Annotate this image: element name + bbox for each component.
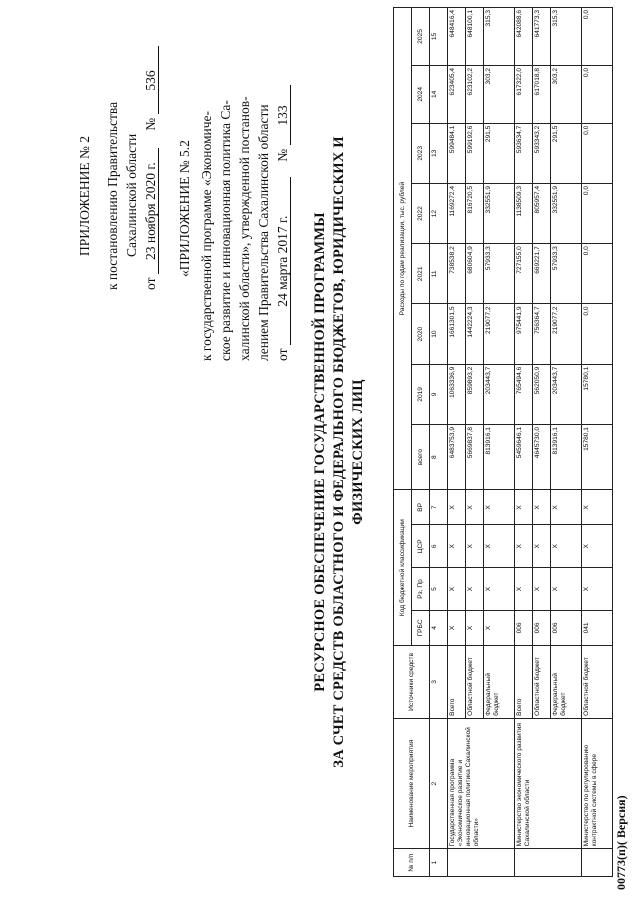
- row-source: Областной бюджет: [581, 645, 612, 718]
- row-grbs: Х: [483, 610, 514, 645]
- annex-line-4: лением Правительства Сахалинской области: [256, 104, 271, 361]
- header-year: 2024: [411, 65, 429, 123]
- row-source: Областной бюджет: [465, 645, 483, 718]
- row-csr: Х: [581, 525, 612, 568]
- row-csr: Х: [465, 525, 483, 568]
- row-csr: Х: [447, 525, 465, 568]
- header-vr: ВР: [411, 490, 429, 525]
- column-number: 11: [429, 244, 447, 304]
- row-year-value: 765494,6: [514, 364, 532, 424]
- column-number: 12: [429, 183, 447, 243]
- row-year-value: 219077,2: [483, 304, 514, 364]
- row-year-value: 291,5: [483, 123, 514, 183]
- column-number: 1: [429, 849, 447, 877]
- header-year: 2025: [411, 8, 429, 66]
- row-year-value: 1442224,3: [465, 304, 483, 364]
- header-year: 2023: [411, 123, 429, 183]
- row-total: 5459646,1: [514, 425, 532, 490]
- column-number: 8: [429, 425, 447, 490]
- annex-no-label: №: [275, 148, 290, 162]
- row-year-value: 15780,1: [581, 364, 612, 424]
- row-year-value: 641773,3: [532, 8, 550, 66]
- row-num: [581, 849, 612, 877]
- row-year-value: 57933,3: [483, 244, 514, 304]
- table-row: [581, 8, 612, 877]
- row-year-value: 303,2: [550, 65, 581, 123]
- row-activity-name: Государственная программа «Экономическое развитие и инновационная политика Сахалинской области»: [447, 718, 514, 849]
- appendix-line-2: Сахалинской области: [124, 133, 139, 257]
- row-rz-pr: Х: [514, 568, 532, 611]
- row-activity-name: Министерство по регулированию контрактной системы в сфере: [581, 718, 612, 849]
- column-number: 3: [429, 645, 447, 718]
- header-grbs: ГРБС: [411, 610, 429, 645]
- header-csr: ЦСР: [411, 525, 429, 568]
- table-header-row: [394, 8, 412, 877]
- row-year-value: 975441,9: [514, 304, 532, 364]
- row-year-value: 315,3: [483, 8, 514, 66]
- row-csr: Х: [550, 525, 581, 568]
- row-csr: Х: [532, 525, 550, 568]
- row-year-value: 303,2: [483, 65, 514, 123]
- row-num: [514, 849, 581, 877]
- row-year-value: 648100,1: [465, 8, 483, 66]
- header-num: № п/п: [394, 849, 430, 877]
- row-vr: Х: [483, 490, 514, 525]
- row-year-value: 617018,8: [532, 65, 550, 123]
- header-year: 2020: [411, 304, 429, 364]
- header-year: 2019: [411, 364, 429, 424]
- row-year-value: 738538,2: [447, 244, 465, 304]
- column-number: 15: [429, 8, 447, 66]
- row-year-value: 0,0: [581, 8, 612, 66]
- row-year-value: 291,5: [550, 123, 581, 183]
- doc-title-line-3: ФИЗИЧЕСКИХ ЛИЦ: [350, 379, 366, 525]
- appendix-date-line: [144, 47, 159, 291]
- appendix-from-label: от: [143, 277, 158, 290]
- row-source: Всего: [447, 645, 465, 718]
- row-year-value: 623102,2: [465, 65, 483, 123]
- table-row: [514, 8, 532, 877]
- row-year-value: 1169272,4: [447, 183, 465, 243]
- column-number: 14: [429, 65, 447, 123]
- row-year-value: 599192,6: [465, 123, 483, 183]
- row-csr: Х: [514, 525, 532, 568]
- row-grbs: 006: [514, 610, 532, 645]
- row-year-value: 623405,4: [447, 65, 465, 123]
- header-name: Наименование мероприятия: [394, 718, 430, 849]
- row-grbs: 006: [550, 610, 581, 645]
- row-total: 15780,1: [581, 425, 612, 490]
- row-year-value: 648416,4: [447, 8, 465, 66]
- row-year-value: 332551,9: [550, 183, 581, 243]
- annex-line-2: ское развитие и инновационная политика Са-: [218, 100, 233, 361]
- appendix-number: 536: [144, 47, 159, 115]
- row-year-value: 1138509,3: [514, 183, 532, 243]
- row-total: 813916,1: [483, 425, 514, 490]
- row-vr: Х: [532, 490, 550, 525]
- row-year-value: 0,0: [581, 244, 612, 304]
- row-year-value: 756364,7: [532, 304, 550, 364]
- header-year: 2022: [411, 183, 429, 243]
- header-total: всего: [411, 425, 429, 490]
- row-source: Областной бюджет: [532, 645, 550, 718]
- row-year-value: 219077,2: [550, 304, 581, 364]
- header-rz-pr: Рз, Пр: [411, 568, 429, 611]
- row-vr: Х: [514, 490, 532, 525]
- appendix-line-1: к постановлению Правительства: [105, 101, 120, 290]
- row-year-value: 593634,7: [514, 123, 532, 183]
- header-expenses-group: Расходы по годам реализации, тыс. рублей: [394, 8, 412, 490]
- row-rz-pr: Х: [447, 568, 465, 611]
- row-year-value: 617322,0: [514, 65, 532, 123]
- row-vr: Х: [550, 490, 581, 525]
- row-grbs: 006: [532, 610, 550, 645]
- annex-from-label: от: [275, 348, 290, 361]
- column-number: 5: [429, 568, 447, 611]
- column-number: 13: [429, 123, 447, 183]
- row-total: 813916,1: [550, 425, 581, 490]
- column-number: 10: [429, 304, 447, 364]
- row-year-value: 0,0: [581, 123, 612, 183]
- annex-line-3: халинской области», утвержденной постанов-: [237, 96, 252, 361]
- doc-title-line-1: РЕСУРСНОЕ ОБЕСПЕЧЕНИЕ ГОСУДАРСТВЕННОЙ ПРОГРАММЫ: [312, 212, 328, 692]
- header-year: 2021: [411, 244, 429, 304]
- annex-number: 133: [276, 86, 291, 146]
- row-rz-pr: Х: [581, 568, 612, 611]
- row-rz-pr: Х: [532, 568, 550, 611]
- row-year-value: 680604,9: [465, 244, 483, 304]
- column-number: 9: [429, 364, 447, 424]
- column-number: 2: [429, 718, 447, 849]
- header-source: Источники средств: [394, 645, 430, 718]
- row-rz-pr: Х: [483, 568, 514, 611]
- footer-code: 00773(п)( Версия): [614, 795, 628, 890]
- row-grbs: Х: [447, 610, 465, 645]
- row-rz-pr: Х: [550, 568, 581, 611]
- row-activity-name: Министерство экономического развития Сахалинской области: [514, 718, 581, 849]
- appendix-date: 23 ноября 2020 г.: [144, 148, 159, 274]
- row-total: 6483753,9: [447, 425, 465, 490]
- row-year-value: 593343,2: [532, 123, 550, 183]
- row-source: Всего: [514, 645, 532, 718]
- row-year-value: 562050,9: [532, 364, 550, 424]
- appendix-no-label: №: [143, 117, 158, 131]
- row-num: [447, 849, 514, 877]
- annex-title: «ПРИЛОЖЕНИЕ № 5.2: [177, 140, 192, 277]
- row-total: 5669837,8: [465, 425, 483, 490]
- table-row: [447, 8, 465, 877]
- row-year-value: 727155,0: [514, 244, 532, 304]
- annex-date-line: [276, 86, 291, 362]
- annex-line-1: к государственной программе «Экономиче-: [199, 110, 214, 361]
- column-number: 6: [429, 525, 447, 568]
- row-year-value: 0,0: [581, 304, 612, 364]
- row-year-value: 1661301,5: [447, 304, 465, 364]
- row-year-value: 599484,1: [447, 123, 465, 183]
- column-number: 4: [429, 610, 447, 645]
- row-csr: Х: [483, 525, 514, 568]
- row-source: Федеральный бюджет: [550, 645, 581, 718]
- header-code-group: Код бюджетной классификации: [394, 490, 412, 646]
- row-year-value: 315,3: [550, 8, 581, 66]
- row-year-value: 642088,6: [514, 8, 532, 66]
- row-year-value: 57933,3: [550, 244, 581, 304]
- row-year-value: 332551,9: [483, 183, 514, 243]
- appendix-title: ПРИЛОЖЕНИЕ № 2: [77, 135, 92, 256]
- row-vr: Х: [581, 490, 612, 525]
- annex-date: 24 марта 2017 г.: [276, 177, 291, 345]
- row-rz-pr: Х: [465, 568, 483, 611]
- row-year-value: 805957,4: [532, 183, 550, 243]
- table-colnum-row: [429, 8, 447, 877]
- resource-table: [393, 7, 613, 877]
- row-year-value: 0,0: [581, 65, 612, 123]
- doc-title-line-2: ЗА СЧЕТ СРЕДСТВ ОБЛАСТНОГО И ФЕДЕРАЛЬНОГО БЮДЖЕТОВ, ЮРИДИЧЕСКИХ И: [331, 136, 347, 768]
- column-number: 7: [429, 490, 447, 525]
- row-year-value: 669221,7: [532, 244, 550, 304]
- row-vr: Х: [465, 490, 483, 525]
- row-grbs: 041: [581, 610, 612, 645]
- row-year-value: 816720,5: [465, 183, 483, 243]
- row-year-value: 203443,7: [550, 364, 581, 424]
- row-year-value: 859893,2: [465, 364, 483, 424]
- row-year-value: 203443,7: [483, 364, 514, 424]
- row-year-value: 0,0: [581, 183, 612, 243]
- row-total: 4645730,0: [532, 425, 550, 490]
- row-source: Федеральный бюджет: [483, 645, 514, 718]
- row-year-value: 1063336,9: [447, 364, 465, 424]
- row-grbs: Х: [465, 610, 483, 645]
- row-vr: Х: [447, 490, 465, 525]
